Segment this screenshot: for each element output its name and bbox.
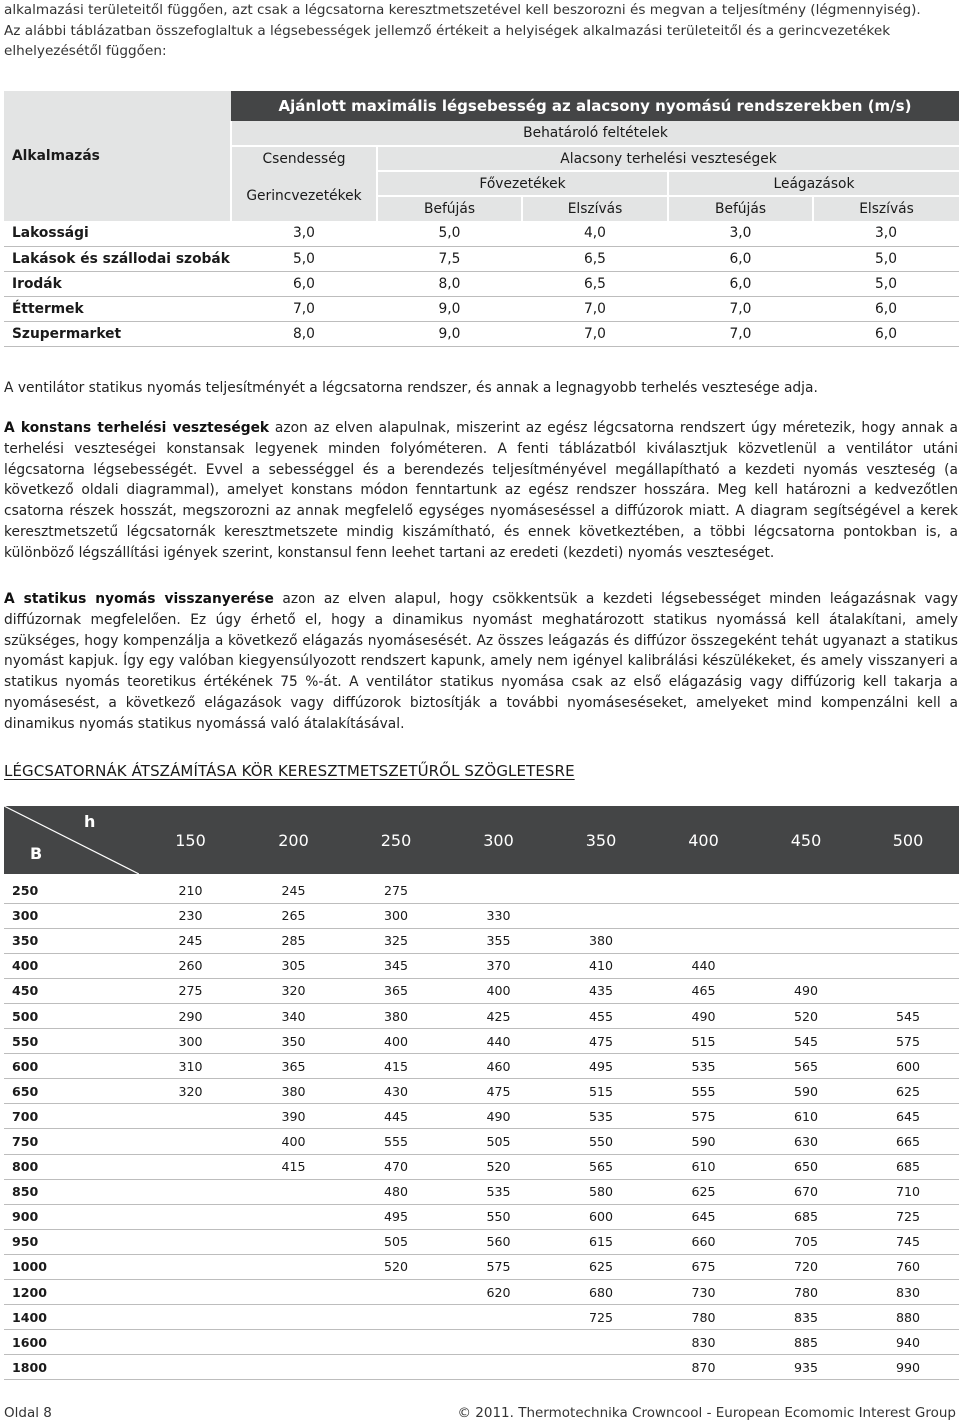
table-row xyxy=(4,1129,959,1154)
cell: 675 xyxy=(652,1254,755,1279)
cell: 440 xyxy=(652,953,755,978)
cell xyxy=(345,1355,447,1380)
cell: 7,0 xyxy=(522,321,668,346)
cell xyxy=(652,928,755,953)
table-row xyxy=(4,246,959,271)
cell: 710 xyxy=(857,1179,959,1204)
cell: 8,0 xyxy=(231,321,377,346)
cell: 600 xyxy=(550,1204,652,1229)
cell: 245 xyxy=(139,928,242,953)
table-row xyxy=(4,1104,959,1129)
row-label: 550 xyxy=(4,1029,139,1054)
table-row xyxy=(4,296,959,321)
cell: 7,0 xyxy=(668,321,813,346)
row-label: 600 xyxy=(4,1054,139,1079)
table1-title: Ajánlott maximális légsebesség az alacsony nyomású rendszerekben (m/s) xyxy=(231,91,959,121)
cell: 8,0 xyxy=(377,271,522,296)
row-label: 1400 xyxy=(4,1305,139,1330)
cell xyxy=(857,928,959,953)
cell xyxy=(652,878,755,903)
column-header: 450 xyxy=(755,806,857,874)
cell: 625 xyxy=(550,1254,652,1279)
h-label: h xyxy=(84,812,96,831)
cell: 425 xyxy=(447,1003,550,1028)
table-row xyxy=(4,1154,959,1179)
cell: 260 xyxy=(139,953,242,978)
cell: 465 xyxy=(652,978,755,1003)
cell xyxy=(139,1129,242,1154)
cell: 555 xyxy=(652,1079,755,1104)
cell: 590 xyxy=(755,1079,857,1104)
cell xyxy=(242,1330,345,1355)
cell: 940 xyxy=(857,1330,959,1355)
cell: 610 xyxy=(755,1104,857,1129)
branches-header: Leágazások xyxy=(668,171,959,196)
cell: 365 xyxy=(345,978,447,1003)
table-row xyxy=(4,1330,959,1355)
table-row xyxy=(4,271,959,296)
cell: 780 xyxy=(755,1280,857,1305)
cell: 990 xyxy=(857,1355,959,1380)
cell: 6,0 xyxy=(231,271,377,296)
cell: 600 xyxy=(857,1054,959,1079)
cell: 495 xyxy=(345,1204,447,1229)
column-header: 200 xyxy=(242,806,345,874)
cell: 380 xyxy=(242,1079,345,1104)
cell: 880 xyxy=(857,1305,959,1330)
b-label: B xyxy=(30,844,43,863)
cell: 9,0 xyxy=(377,321,522,346)
cell: 560 xyxy=(447,1229,550,1254)
cell: 685 xyxy=(857,1154,959,1179)
cell: 625 xyxy=(857,1079,959,1104)
cell xyxy=(755,878,857,903)
cell xyxy=(857,903,959,928)
cell: 6,5 xyxy=(522,246,668,271)
cell: 210 xyxy=(139,878,242,903)
cell: 575 xyxy=(857,1029,959,1054)
cell: 620 xyxy=(447,1280,550,1305)
table-row xyxy=(4,321,959,346)
cell: 400 xyxy=(345,1029,447,1054)
cell: 830 xyxy=(857,1280,959,1305)
cell: 230 xyxy=(139,903,242,928)
cell: 495 xyxy=(550,1054,652,1079)
cell: 475 xyxy=(447,1079,550,1104)
cell: 615 xyxy=(550,1229,652,1254)
cell xyxy=(242,1280,345,1305)
sub-header-exhaust: Elszívás xyxy=(813,196,959,221)
cell xyxy=(550,1330,652,1355)
intro-text xyxy=(4,0,958,62)
intro-line-2: Az alábbi táblázatban összefoglaltuk a légsebességek jellemző értékeit a helyiségek alkalmazási területeitől és a gerincvezetékek elhelyezésétől függően: xyxy=(4,22,891,59)
column-header: 250 xyxy=(345,806,447,874)
main-ducts-header: Fővezetékek xyxy=(377,171,668,196)
table2-body xyxy=(4,878,959,1380)
cell xyxy=(857,878,959,903)
cell xyxy=(242,1204,345,1229)
cell: 5,0 xyxy=(813,271,959,296)
row-label: Éttermek xyxy=(4,296,231,321)
cell: 6,5 xyxy=(522,271,668,296)
cell: 7,0 xyxy=(231,296,377,321)
cell: 9,0 xyxy=(377,296,522,321)
cell: 365 xyxy=(242,1054,345,1079)
cell: 3,0 xyxy=(231,221,377,246)
cell xyxy=(550,1355,652,1380)
cell: 7,5 xyxy=(377,246,522,271)
cell: 505 xyxy=(447,1129,550,1154)
cell: 5,0 xyxy=(377,221,522,246)
row-label: 850 xyxy=(4,1179,139,1204)
page-number: Oldal 8 xyxy=(4,1405,52,1421)
cell: 545 xyxy=(755,1029,857,1054)
cell: 725 xyxy=(857,1204,959,1229)
table-row xyxy=(4,1003,959,1028)
cell: 5,0 xyxy=(813,246,959,271)
cell xyxy=(345,1330,447,1355)
cell: 535 xyxy=(447,1179,550,1204)
cell: 515 xyxy=(652,1029,755,1054)
row-label: 250 xyxy=(4,878,139,903)
row-label: 1600 xyxy=(4,1330,139,1355)
cell: 275 xyxy=(139,978,242,1003)
sub-header-exhaust: Elszívás xyxy=(522,196,668,221)
cell: 290 xyxy=(139,1003,242,1028)
cell: 355 xyxy=(447,928,550,953)
table-row xyxy=(4,1355,959,1380)
table2-header-row xyxy=(4,806,959,874)
table-row xyxy=(4,1229,959,1254)
cell: 670 xyxy=(755,1179,857,1204)
cell: 835 xyxy=(755,1305,857,1330)
table-row xyxy=(4,1029,959,1054)
cell: 480 xyxy=(345,1179,447,1204)
cell xyxy=(139,1154,242,1179)
cell: 490 xyxy=(652,1003,755,1028)
cell: 730 xyxy=(652,1280,755,1305)
row-label: 900 xyxy=(4,1204,139,1229)
cell: 830 xyxy=(652,1330,755,1355)
cell: 645 xyxy=(652,1204,755,1229)
row-label: 1200 xyxy=(4,1280,139,1305)
cell: 870 xyxy=(652,1355,755,1380)
cell: 325 xyxy=(345,928,447,953)
cell xyxy=(755,928,857,953)
cell xyxy=(139,1179,242,1204)
table-row xyxy=(4,878,959,903)
cell: 550 xyxy=(447,1204,550,1229)
row-label: 1000 xyxy=(4,1254,139,1279)
table-row xyxy=(4,1054,959,1079)
cell xyxy=(242,1254,345,1279)
paragraph-constant-losses xyxy=(4,418,958,564)
cell xyxy=(139,1104,242,1129)
cell: 725 xyxy=(550,1305,652,1330)
cell xyxy=(242,1355,345,1380)
cell: 455 xyxy=(550,1003,652,1028)
column-header: 400 xyxy=(652,806,755,874)
cell: 520 xyxy=(345,1254,447,1279)
cell: 300 xyxy=(345,903,447,928)
cell xyxy=(242,1229,345,1254)
cell: 320 xyxy=(242,978,345,1003)
paragraph-body: azon az elven alapulnak, miszerint az egész légcsatorna rendszert úgy méretezik, hogy annak a terhelési veszteségei konstansak legyenek minden folyóméteren. A fenti táblázatból kiválasztjuk közvetlenül a ventilátor utáni légcsatorna légsebességét. Evvel a sebességgel és a berendezés teljesítményével megállapítható a kezdeti nyomás veszteség (a következő oldali diagrammal), amelyet konstans módon fenntartunk az egész rendszer hosszára. Meg kell határozni a kedvezőtlen csatorna részek hosszát, megszorozni az annak megfelelő egységes nyomáseséssel a diffúzorok miatt. A diagram segítségével a kerek keresztmetszetű légcsatornák keresztmetszete mindig kiszámítható, és ennek következtében, a többi légcsatorna pontokban is, a különböző légszállítási igények szerint, konstansul fenn leehet tartani az eredeti (kezdeti) nyomás veszteséget. xyxy=(4,420,958,561)
row-label: 400 xyxy=(4,953,139,978)
sub-header-supply: Befújás xyxy=(668,196,813,221)
cell: 370 xyxy=(447,953,550,978)
row-label: Lakossági xyxy=(4,221,231,246)
cell: 505 xyxy=(345,1229,447,1254)
cell: 380 xyxy=(550,928,652,953)
low-losses-header: Alacsony terhelési veszteségek xyxy=(377,146,959,171)
table-row xyxy=(4,928,959,953)
row-label: 450 xyxy=(4,978,139,1003)
cell: 650 xyxy=(755,1154,857,1179)
cell: 520 xyxy=(755,1003,857,1028)
cell: 555 xyxy=(345,1129,447,1154)
column-header: 300 xyxy=(447,806,550,874)
row-label: 700 xyxy=(4,1104,139,1129)
cell xyxy=(345,1305,447,1330)
column-header: 500 xyxy=(857,806,959,874)
row-label: Szupermarket xyxy=(4,321,231,346)
air-velocity-table xyxy=(4,91,959,347)
cell: 625 xyxy=(652,1179,755,1204)
cell: 400 xyxy=(242,1129,345,1154)
cell: 5,0 xyxy=(231,246,377,271)
cell: 545 xyxy=(857,1003,959,1028)
cell: 535 xyxy=(652,1054,755,1079)
cell: 3,0 xyxy=(668,221,813,246)
cell: 7,0 xyxy=(668,296,813,321)
application-header: Alkalmazás xyxy=(4,91,231,221)
paragraph-body: azon az elven alapul, hogy csökkentsük a kezdeti légsebességet minden leágazásnak vagy diffúzornak megfelelően. Ez úgy érhető el, hogy a dinamikus nyomást meghatározott statikus nyomássá kell átalakítani, amely szükséges, hogy kompenzálja a következő elágazás nyomásesését. Az összes leágazás és diffúzor összegeként tehát ugyanazt a statikus nyomást kapjuk. Így egy valóban kiegyensúlyozott rendszert kapunk, amely nem igényel kalibrálási készülékeket, és amely visszanyeri a statikus nyomás teoretikus értékének 75 %-át. A ventilátor statikus nyomása csak az első elágazásig vagy diffúzorig kell takarja a nyomásesést, a következő elágazások vagy diffúzorok biztosítják a további nyomáseséseket, amelyeket mind kompenzálni kell a dinamikus nyomás statikus nyomássá való átalakításával. xyxy=(4,591,958,732)
cell: 300 xyxy=(139,1029,242,1054)
cell xyxy=(139,1204,242,1229)
cell: 520 xyxy=(447,1154,550,1179)
row-label: 300 xyxy=(4,903,139,928)
cell xyxy=(857,953,959,978)
cell: 320 xyxy=(139,1079,242,1104)
cell xyxy=(139,1254,242,1279)
cell: 590 xyxy=(652,1129,755,1154)
paragraph-bold-lead: A statikus nyomás visszanyerése xyxy=(4,591,274,607)
row-label: 800 xyxy=(4,1154,139,1179)
cell: 350 xyxy=(242,1029,345,1054)
cell: 565 xyxy=(755,1054,857,1079)
cell xyxy=(447,1355,550,1380)
duct-conversion-table xyxy=(4,806,959,1380)
cell: 6,0 xyxy=(813,296,959,321)
cell: 535 xyxy=(550,1104,652,1129)
table-row xyxy=(4,1079,959,1104)
table-row xyxy=(4,1179,959,1204)
cell: 460 xyxy=(447,1054,550,1079)
cell: 275 xyxy=(345,878,447,903)
cell: 430 xyxy=(345,1079,447,1104)
cell: 6,0 xyxy=(668,246,813,271)
cell: 745 xyxy=(857,1229,959,1254)
intro-line-1: alkalmazási területeitől függően, azt csak a légcsatorna keresztmetszetével kell beszorozni és megvan a teljesítmény (légmennyiség). xyxy=(4,2,921,18)
cell xyxy=(755,903,857,928)
cell: 565 xyxy=(550,1154,652,1179)
cell: 490 xyxy=(447,1104,550,1129)
cell: 720 xyxy=(755,1254,857,1279)
cell: 345 xyxy=(345,953,447,978)
cell: 3,0 xyxy=(813,221,959,246)
cell: 410 xyxy=(550,953,652,978)
cell xyxy=(345,1280,447,1305)
diagonal-divider xyxy=(4,806,139,874)
quiet-header: Csendesség xyxy=(231,146,377,171)
row-label: 950 xyxy=(4,1229,139,1254)
paragraph-fan-pressure: A ventilátor statikus nyomás teljesítményét a légcsatorna rendszer, és annak a legnagyobb terhelés vesztesége adja. xyxy=(4,380,818,396)
cell: 390 xyxy=(242,1104,345,1129)
cell: 245 xyxy=(242,878,345,903)
table-row xyxy=(4,1254,959,1279)
cell xyxy=(139,1280,242,1305)
cell: 780 xyxy=(652,1305,755,1330)
cell: 4,0 xyxy=(522,221,668,246)
row-label: 750 xyxy=(4,1129,139,1154)
row-label: 350 xyxy=(4,928,139,953)
cell: 645 xyxy=(857,1104,959,1129)
cell: 340 xyxy=(242,1003,345,1028)
cell: 435 xyxy=(550,978,652,1003)
cell: 6,0 xyxy=(668,271,813,296)
cell: 7,0 xyxy=(522,296,668,321)
spine-ducts-header: Gerincvezetékek xyxy=(231,171,377,221)
sub-header-supply: Befújás xyxy=(377,196,522,221)
cell xyxy=(550,878,652,903)
cell: 630 xyxy=(755,1129,857,1154)
row-label: 500 xyxy=(4,1003,139,1028)
row-label: Lakások és szállodai szobák xyxy=(4,246,231,271)
section-heading: LÉGCSATORNÁK ÁTSZÁMÍTÁSA KÖR KERESZTMETSZETŰRŐL SZÖGLETESRE xyxy=(4,762,575,780)
table-row xyxy=(4,978,959,1003)
cell: 610 xyxy=(652,1154,755,1179)
cell: 885 xyxy=(755,1330,857,1355)
cell xyxy=(755,953,857,978)
limiting-conditions-header: Behatároló feltételek xyxy=(231,121,959,146)
column-header: 150 xyxy=(139,806,242,874)
row-label: 650 xyxy=(4,1079,139,1104)
table-row xyxy=(4,1305,959,1330)
cell: 705 xyxy=(755,1229,857,1254)
cell: 580 xyxy=(550,1179,652,1204)
cell: 265 xyxy=(242,903,345,928)
cell: 330 xyxy=(447,903,550,928)
cell xyxy=(242,1179,345,1204)
cell xyxy=(447,1305,550,1330)
paragraph-static-regain xyxy=(4,589,958,735)
cell xyxy=(857,978,959,1003)
cell xyxy=(447,878,550,903)
cell xyxy=(550,903,652,928)
cell: 680 xyxy=(550,1280,652,1305)
cell: 760 xyxy=(857,1254,959,1279)
cell: 685 xyxy=(755,1204,857,1229)
cell: 305 xyxy=(242,953,345,978)
paragraph-bold-lead: A konstans terhelési veszteségek xyxy=(4,420,270,436)
cell xyxy=(447,1330,550,1355)
cell: 380 xyxy=(345,1003,447,1028)
cell xyxy=(242,1305,345,1330)
cell xyxy=(652,903,755,928)
cell xyxy=(139,1355,242,1380)
corner-header xyxy=(4,806,139,874)
cell: 445 xyxy=(345,1104,447,1129)
cell: 490 xyxy=(755,978,857,1003)
cell: 440 xyxy=(447,1029,550,1054)
cell xyxy=(139,1330,242,1355)
cell: 575 xyxy=(447,1254,550,1279)
cell: 660 xyxy=(652,1229,755,1254)
table-row xyxy=(4,1280,959,1305)
cell: 935 xyxy=(755,1355,857,1380)
cell: 400 xyxy=(447,978,550,1003)
column-header: 350 xyxy=(550,806,652,874)
table-row xyxy=(4,221,959,246)
cell: 575 xyxy=(652,1104,755,1129)
table-row xyxy=(4,1204,959,1229)
cell: 6,0 xyxy=(813,321,959,346)
table-row xyxy=(4,953,959,978)
cell: 415 xyxy=(242,1154,345,1179)
cell: 415 xyxy=(345,1054,447,1079)
cell: 310 xyxy=(139,1054,242,1079)
cell: 285 xyxy=(242,928,345,953)
cell: 475 xyxy=(550,1029,652,1054)
cell: 515 xyxy=(550,1079,652,1104)
table-row xyxy=(4,903,959,928)
cell: 550 xyxy=(550,1129,652,1154)
cell: 665 xyxy=(857,1129,959,1154)
row-label: Irodák xyxy=(4,271,231,296)
row-label: 1800 xyxy=(4,1355,139,1380)
cell: 470 xyxy=(345,1154,447,1179)
cell xyxy=(139,1229,242,1254)
cell xyxy=(139,1305,242,1330)
copyright: © 2011. Thermotechnika Crowncool - European Ecomomic Interest Group xyxy=(457,1405,956,1421)
